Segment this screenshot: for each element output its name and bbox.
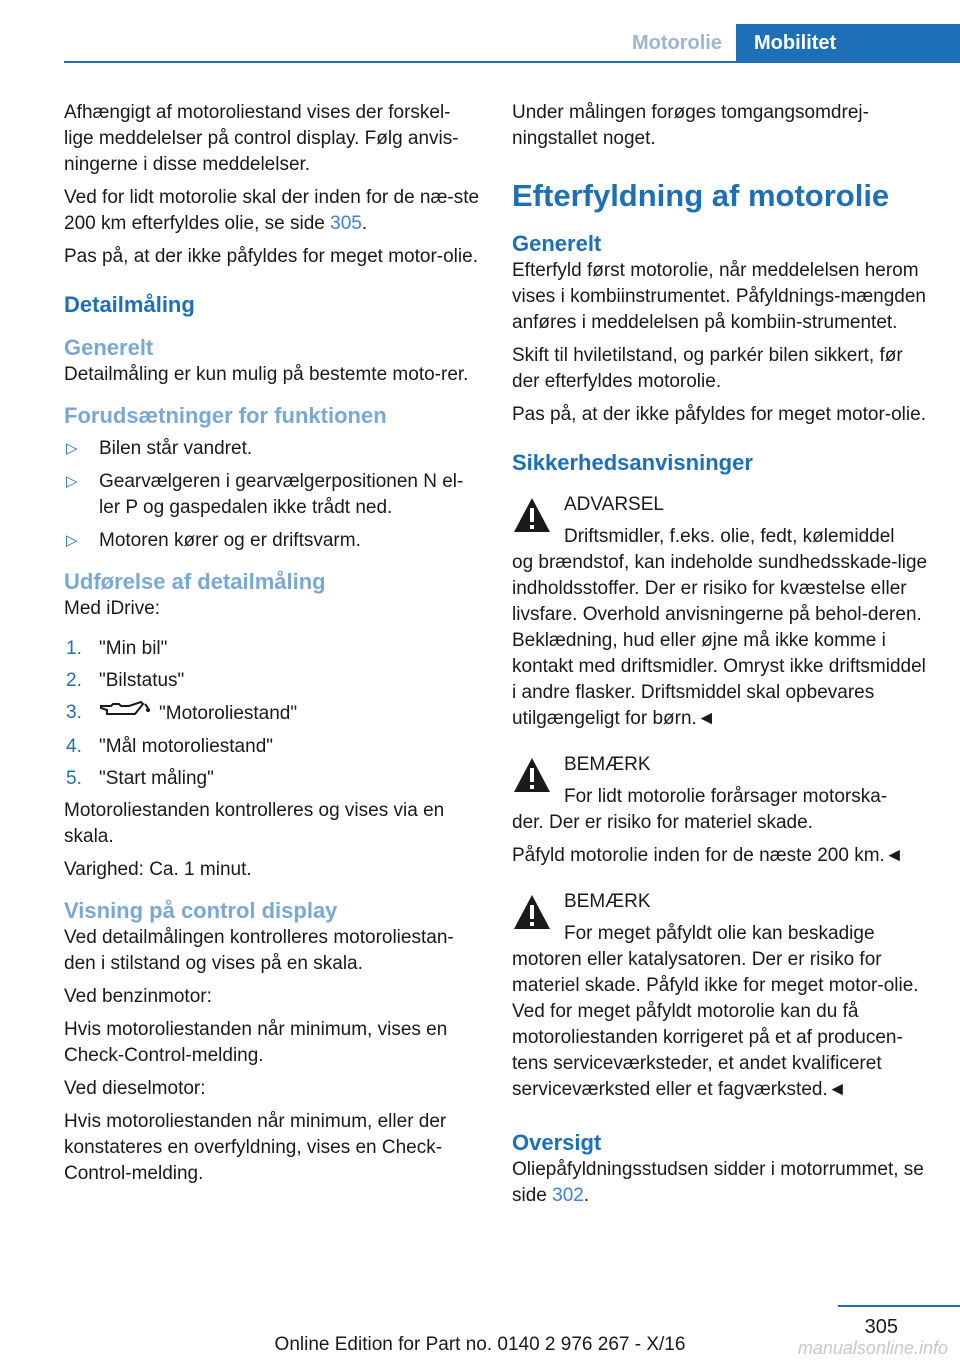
paragraph: Under målingen forøges tomgangsomdrej-ningstallet noget.: [512, 102, 869, 149]
tab-mobilitet: Mobilitet: [736, 24, 960, 62]
left-column: [64, 100, 480, 1194]
bullet-marker-icon: ▷: [66, 440, 78, 457]
paragraph: Ved detailmålingen kontrolleres motoroliestan-den i stilstand og vises på en skala.: [64, 927, 454, 974]
list-item: [64, 734, 480, 760]
text: .: [583, 1185, 590, 1206]
heading-visning: Visning på control display: [64, 898, 338, 923]
edition-footer: Online Edition for Part no. 0140 2 976 267 - X/16: [274, 1334, 686, 1355]
warning-first-line: For meget påfyldt olie kan beskadige: [564, 923, 875, 944]
paragraph: Motoroliestanden kontrolleres og vises via en skala.: [64, 800, 445, 847]
header-tabs: [618, 24, 960, 62]
heading-oversigt: Oversigt: [512, 1130, 602, 1155]
paragraph: Hvis motoroliestanden når minimum, eller der konstateres en overfyldning, vises en Check-Control-melding.: [64, 1111, 447, 1184]
heading-udfoerelse: Udførelse af detailmåling: [64, 569, 326, 594]
text: .: [361, 213, 368, 234]
step-text: "Min bil": [99, 638, 168, 659]
tab-motorolie: Motorolie: [632, 32, 722, 54]
warning-first-line: For lidt motorolie forårsager motorska-: [564, 786, 888, 807]
oil-can-icon: [99, 700, 153, 728]
paragraph-with-link: [512, 1157, 928, 1209]
page-number: 305: [864, 1316, 898, 1338]
text: Oliepåfyldningsstudsen sidder i motorrummet, se side: [512, 1159, 924, 1206]
step-number: 3.: [66, 702, 82, 723]
step-number: 4.: [66, 736, 82, 757]
watermark: manualsonline.info: [797, 1338, 948, 1358]
warning-triangle-icon: [512, 756, 552, 802]
heading-forudsaetninger: Forudsætninger for funktionen: [64, 403, 387, 428]
list-item: [64, 528, 480, 554]
heading-sikkerhed: Sikkerhedsanvisninger: [512, 450, 753, 475]
warning-block: [512, 889, 928, 1103]
page-link-302[interactable]: 302: [552, 1185, 584, 1206]
warning-block: [512, 752, 928, 869]
header-rule: [64, 61, 960, 63]
list-item: [64, 766, 480, 792]
paragraph: Med iDrive:: [64, 598, 161, 619]
step-text: "Bilstatus": [99, 670, 185, 691]
paragraph: Ved benzinmotor:: [64, 986, 212, 1007]
right-column: [512, 100, 928, 1216]
heading-generelt: Generelt: [512, 231, 602, 256]
paragraph: Varighed: Ca. 1 minut.: [64, 859, 252, 880]
bullet-list: [64, 436, 480, 554]
step-text: "Start måling": [99, 768, 214, 789]
page-link-305[interactable]: 305: [330, 213, 362, 234]
paragraph: Hvis motoroliestanden når minimum, vises en Check-Control-melding.: [64, 1019, 448, 1066]
warning-title: BEMÆRK: [564, 754, 651, 775]
step-text: "Motoroliestand": [159, 703, 298, 725]
heading-generelt: Generelt: [64, 335, 154, 360]
step-number: 5.: [66, 768, 82, 789]
paragraph-with-link: [64, 185, 480, 237]
footer-rule: [838, 1305, 960, 1307]
paragraph: Pas på, at der ikke påfyldes for meget motor-olie.: [64, 246, 478, 267]
list-item-text: Gearvælgeren i gearvælgerpositionen N el-ler P og gaspedalen ikke trådt ned.: [99, 471, 464, 518]
warning-text: Påfyld motorolie inden for de næste 200 km.◄: [512, 845, 904, 866]
heading-detailmaaling: Detailmåling: [64, 292, 195, 317]
list-item-text: Motoren kører og er driftsvarm.: [99, 530, 361, 551]
step-number: 1.: [66, 638, 82, 659]
warning-text: motoren eller katalysatoren. Der er risiko for materiel skade. Påfyld ikke for meget motor-olie. Ved for meget påfyldt motorolie kan du få motoroliestanden korrigeret på et af producen-tens serviceværksteder, et andet kvalificeret serviceværksted eller et fagværksted.◄: [512, 949, 919, 1100]
warning-block: [512, 492, 928, 732]
text: Ved for lidt motorolie skal der inden for de næ-ste 200 km efterfyldes olie, se side: [64, 187, 480, 234]
paragraph: Ved dieselmotor:: [64, 1078, 206, 1099]
paragraph: Efterfyld først motorolie, når meddelelsen herom vises i kombiinstrumentet. Påfyldnings-mængden anføres i meddelelsen på kombiin-strumentet.: [512, 260, 926, 333]
step-number: 2.: [66, 670, 82, 691]
warning-triangle-icon: [512, 893, 552, 939]
list-item-text: Bilen står vandret.: [99, 438, 253, 459]
warning-triangle-icon: [512, 496, 552, 542]
list-item: [64, 636, 480, 662]
list-item: [64, 668, 480, 694]
paragraph: Afhængigt af motoroliestand vises der forskel-lige meddelelser på control display. Følg anvis-ningerne i disse meddelelser.: [64, 102, 459, 175]
warning-title: BEMÆRK: [564, 891, 651, 912]
warning-first-line: Driftsmidler, f.eks. olie, fedt, kølemiddel: [564, 526, 895, 547]
paragraph: Detailmåling er kun mulig på bestemte moto-rer.: [64, 364, 469, 385]
list-item: [64, 700, 480, 728]
paragraph: Skift til hviletilstand, og parkér bilen sikkert, før der efterfyldes motorolie.: [512, 345, 903, 392]
bullet-marker-icon: ▷: [66, 532, 78, 549]
bullet-marker-icon: ▷: [66, 473, 78, 490]
list-item: [64, 469, 480, 521]
paragraph: Pas på, at der ikke påfyldes for meget motor-olie.: [512, 404, 926, 425]
numbered-list: [64, 636, 480, 792]
warning-title: ADVARSEL: [564, 494, 664, 515]
step-text: "Mål motoroliestand": [99, 736, 274, 757]
list-item: [64, 436, 480, 462]
heading-efterfyldning: Efterfyldning af motorolie: [512, 178, 890, 213]
warning-text: der. Der er risiko for materiel skade.: [512, 812, 813, 833]
warning-text: og brændstof, kan indeholde sundhedsskade-lige indholdsstoffer. Der er risiko for kvæstelse eller livsfare. Overhold anvisningerne på behol-deren. Beklædning, hud eller øjne må ikke komme i kontakt med driftsmidler. Omryst ikke driftsmiddel i andre flasker. Driftsmiddel skal opbevares utilgængeligt for børn.◄: [512, 552, 928, 729]
